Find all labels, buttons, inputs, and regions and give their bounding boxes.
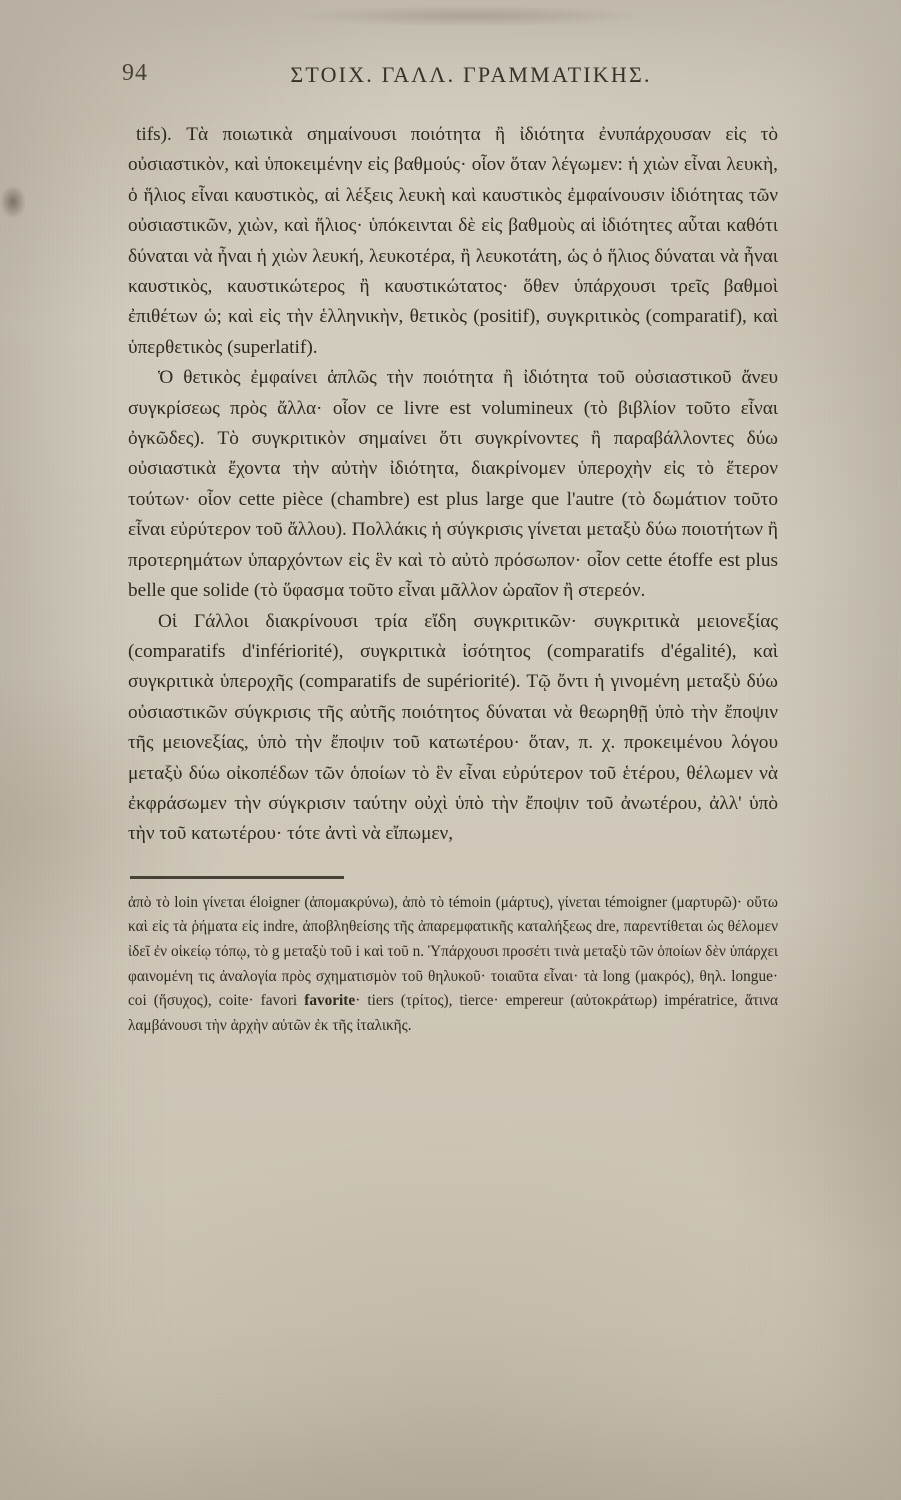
- page-content-column: [122, 0, 778, 1038]
- footnote-text-part-1: ἀπὸ τὸ loin γίνεται éloigner (ἀπομακρύνω), ἀπὸ τὸ témoin (μάρτυς), γίνεται témoigner (μαρτυρῶ)· οὕτω καὶ εἰς τὰ ῥήματα εἰς indre, ἀποβληθείσης τῆς ἀπαρεμφατικῆς καταλήξεως dre, παρεντίθεται ὡς θέλομεν ἰδεῖ ἐν οἰκείῳ τόπῳ, τὸ g μεταξὺ τοῦ i καὶ τοῦ n. Ὑπάρχουσι προσέτι τινὰ μεταξὺ τῶν ὁποίων δὲν ὑπάρχει φαινομένη τις ἀναλογία πρὸς σχηματισμὸν τοῦ θηλυκοῦ· τοιαῦτα εἶναι· τὰ long (μακρός), θηλ. longue· coi (ἥσυχος), coite· favori: [128, 893, 778, 1010]
- footnote-paragraph: [128, 891, 778, 1039]
- footnote-block: [128, 891, 778, 1039]
- page-number: 94: [122, 60, 148, 86]
- paragraph: Οἱ Γάλλοι διακρίνουσι τρία εἴδη συγκριτικῶν· συγκριτικὰ μειονεξίας (comparatifs d'infériorité), συγκριτικὰ ἰσότητος (comparatifs d'égalité), καὶ συγκριτικὰ ὑπεροχῆς (comparatifs de supériorité). Τῷ ὄντι ἡ γινομένη μεταξὺ δύω οὐσιαστικῶν σύγκρισις τῆς αὐτῆς ποιότητος δύναται νὰ θεωρηθῇ ὑπὸ τὴν ἔποψιν τῆς μειονεξίας, ὑπὸ τὴν ἔποψιν τοῦ κατωτέρου· ὅταν, π. χ. προκειμένου λόγου μεταξὺ δύω οἰκοπέδων τῶν ὁποίων τὸ ἓν εἶναι εὐρύτερον τοῦ ἑτέρου, θέλωμεν νὰ ἐκφράσωμεν τὴν σύγκρισιν ταύτην οὐχὶ ὑπὸ τὴν ἔποψιν τοῦ ἀνωτέρου, ἀλλ' ὑπὸ τὴν τοῦ κατωτέρου· τότε ἀντὶ νὰ εἴπωμεν,: [128, 610, 778, 845]
- running-head-title: ΣΤΟΙΧ. ΓΑΛΛ. ΓΡΑΜΜΑΤΙΚΗΣ.: [290, 62, 652, 87]
- body-text-block: [128, 120, 778, 850]
- footnote-separator-rule: [130, 876, 344, 879]
- paragraph: Ὁ θετικὸς ἐμφαίνει ἁπλῶς τὴν ποιότητα ἢ ἰδιότητα τοῦ οὐσιαστικοῦ ἄνευ συγκρίσεως πρὸς ἄλλα· οἷον ce livre est volumineux (τὸ βιβλίον τοῦτο εἶναι ὀγκῶδες). Τὸ συγκριτικὸν σημαίνει ὅτι συγκρίνοντες ἢ παραβάλλοντες δύω οὐσιαστικὰ ἔχοντα τὴν αὐτὴν ἰδιότητα, διακρίνομεν ὑπεροχὴν εἰς τὸ ἕτερον τούτων· οἷον cette pièce (chambre) est plus large que l'autre (τὸ δωμάτιον τοῦτο εἶναι εὐρύτερον τοῦ ἄλλου). Πολλάκις ἡ σύγκρισις γίνεται μεταξὺ δύω ποιοτήτων ἢ προτερημάτων ὑπαρχόντων εἰς ἓν καὶ τὸ αὐτὸ πρόσωπον· οἷον cette étoffe est plus belle que solide (τὸ ὕφασμα τοῦτο εἶναι μᾶλλον ὡραῖον ἢ στερεόν.: [128, 367, 778, 602]
- paragraph: tifs). Τὰ ποιωτικὰ σημαίνουσι ποιότητα ἢ ἰδιότητα ἐνυπάρχουσαν εἰς τὸ οὐσιαστικὸν, καὶ ὑποκειμένην εἰς βαθμούς· οἷον ὅταν λέγωμεν: ἡ χιὼν εἶναι λευκὴ, ὁ ἥλιος εἶναι καυστικὸς, αἱ λέξεις λευκὴ καὶ καυστικὸς ἐμφαίνουσιν ἰδιότητας τῶν οὐσιαστικῶν, χιὼν, καὶ ἥλιος· ὑπόκεινται δὲ εἰς βαθμοὺς αἱ ἰδιότητες αὗται καθότι δύναται νὰ ἦναι ἡ χιὼν λευκή, λευκοτέρα, ἢ λευκοτάτη, ὡς ὁ ἥλιος δύναται νὰ ἦναι καυστικὸς, καυστικώτερος ἢ καυστικώτατος· ὅθεν ὑπάρχουσι τρεῖς βαθμοὶ ἐπιθέτων ὡ; καὶ εἰς τὴν ἑλληνικὴν, θετικὸς (positif), συγκριτικὸς (comparatif), καὶ ὑπερθετικὸς (superlatif).: [128, 124, 778, 358]
- page-header: [122, 52, 778, 112]
- footnote-text-bold: favorite: [304, 992, 356, 1010]
- left-margin-ink-blot: [0, 185, 26, 219]
- footnote-text-part-2: · tiers (τρίτος), tierce· empereur (αὐτοκράτωρ) impératrice, ἅτινα λαμβάνουσι τὴν ἀρχὴν αὐτῶν ἐκ τῆς ἰταλικῆς.: [128, 992, 778, 1034]
